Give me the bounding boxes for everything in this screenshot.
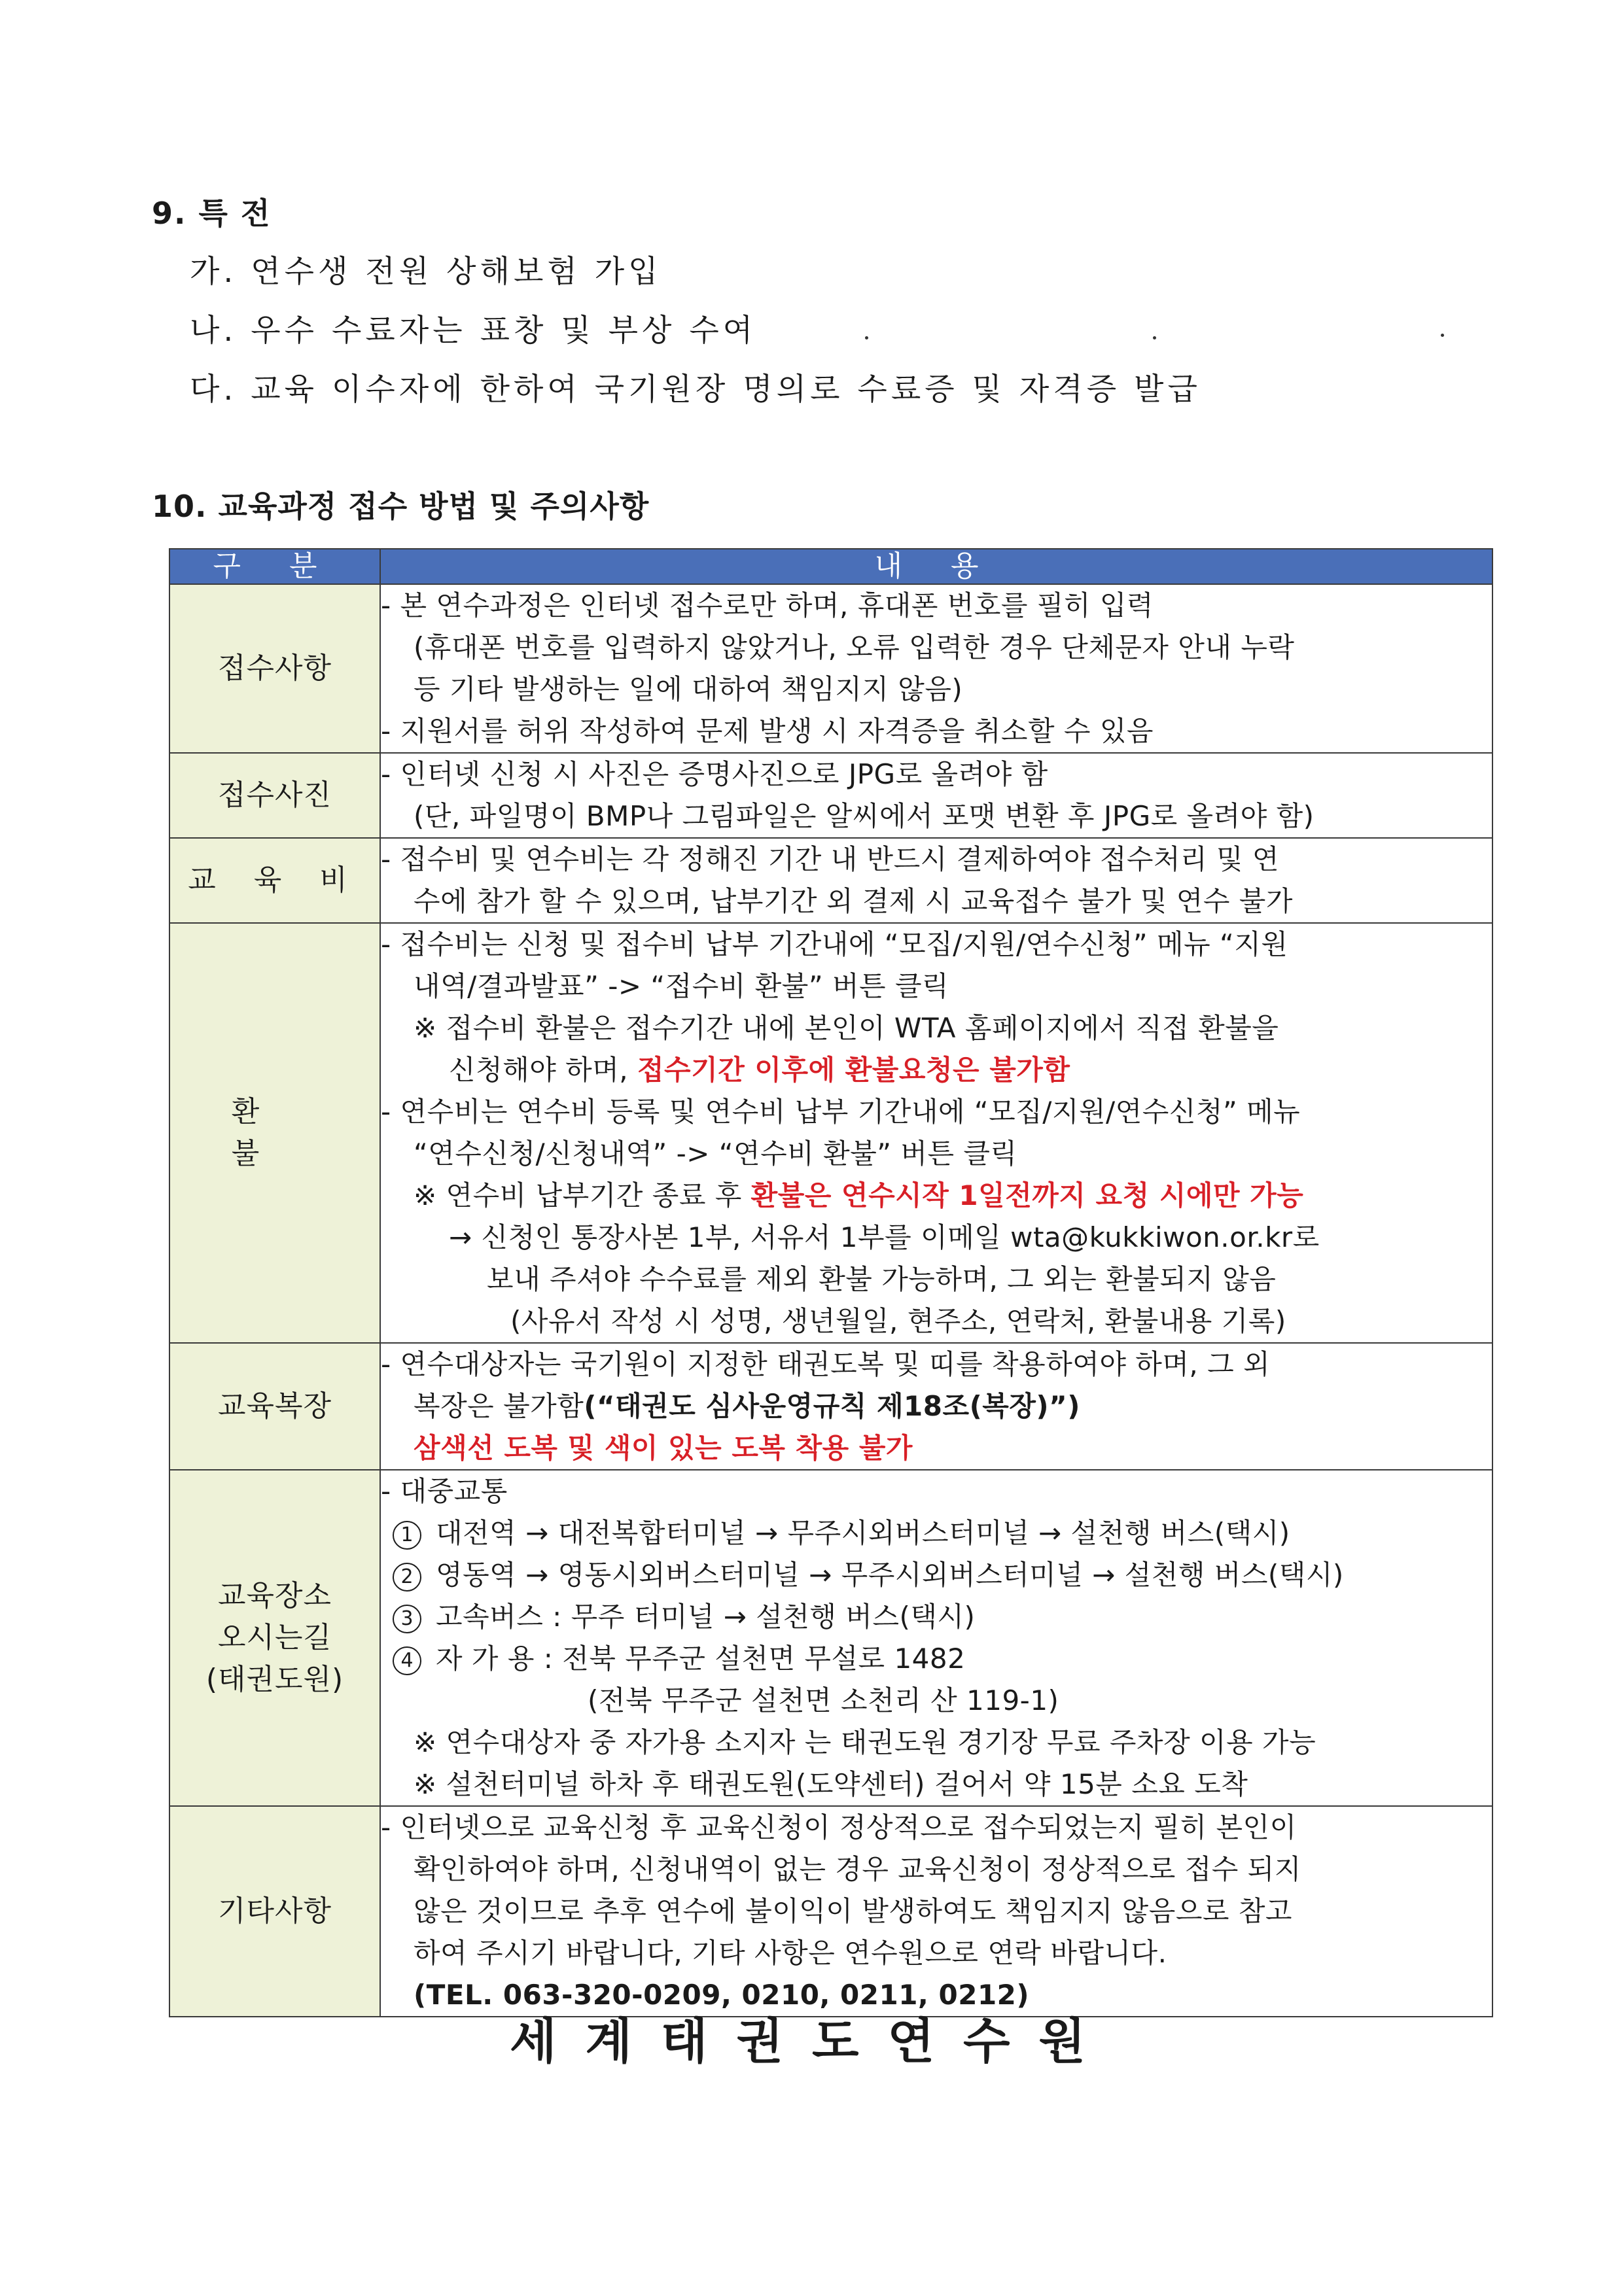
content-line [381,1049,1492,1091]
header-category: 구 분 [169,549,380,584]
row-label-fee: 교 육 비 [169,838,380,923]
content-line: (휴대폰 번호를 입력하지 않았거나, 오류 입력한 경우 단체문자 안내 누락 [414,631,1295,663]
table-row [169,923,1492,1343]
content-text: ※ 연수비 납부기간 종료 후 [414,1179,751,1211]
row-content-photo [380,753,1492,838]
route-text: 영동역 → 영동시외버스터미널 → 무주시외버스터미널 → 설천행 버스(택시) [436,1559,1344,1591]
table-row [169,1343,1492,1470]
table-row [169,753,1492,838]
row-label-other: 기타사항 [169,1806,380,2017]
content-line: 등 기타 발생하는 일에 대하여 책임지지 않음) [414,673,963,705]
section-10-title: 10. 교육과정 접수 방법 및 주의사항 [152,489,650,524]
circled-number-icon: 4 [393,1646,421,1675]
table-header-row [169,549,1492,584]
content-text: 복장은 불가함 [414,1390,584,1422]
content-line: - 본 연수과정은 인터넷 접수로만 하며, 휴대폰 번호를 필히 입력 [381,589,1154,621]
row-content-fee [380,838,1492,923]
content-line: 보내 주셔야 수수료를 제외 환불 가능하며, 그 외는 환불되지 않음 [487,1263,1277,1295]
row-content-directions [380,1470,1492,1806]
row-label-directions [169,1470,380,1806]
section-9-title: 9. 특 전 [152,196,272,231]
content-line: 수에 참가 할 수 있으며, 납부기간 외 결제 시 교육접수 불가 및 연수 불가 [414,885,1293,917]
content-text: 신청해야 하며, [449,1054,637,1086]
label-line: 교육장소 [217,1579,332,1612]
content-line: (단, 파일명이 BMP나 그림파일은 알씨에서 포맷 변환 후 JPG로 올려야 함) [414,800,1315,832]
label-line: 오시는길 [217,1621,332,1654]
content-line: - 접수비 및 연수비는 각 정해진 기간 내 반드시 결제하여야 접수처리 및 연 [381,843,1279,875]
content-line [381,1175,1492,1217]
content-line: - 인터넷 신청 시 사진은 증명사진으로 JPG로 올려야 함 [381,758,1048,790]
organization-name: 세계태권도연수원 [510,2013,1114,2070]
contact-phone: (TEL. 063-320-0209, 0210, 0211, 0212) [414,1979,1030,2011]
circled-number-icon: 2 [393,1563,421,1592]
content-line: (사유서 작성 시 성명, 생년월일, 현주소, 연락처, 환불내용 기록) [510,1305,1286,1337]
content-line: - 인터넷으로 교육신청 후 교육신청이 정상적으로 접수되었는지 필히 본인이 [381,1811,1297,1843]
row-content-refund [380,923,1492,1343]
application-guide-table [169,548,1493,2017]
row-content-reception [380,584,1492,753]
content-line: - 연수대상자는 국기원이 지정한 태권도복 및 띠를 착용하여야 하며, 그 외 [381,1348,1271,1380]
route-text: 자 가 용 : 전북 무주군 설천면 무설로 1482 [436,1643,966,1675]
table-row [169,584,1492,753]
table-row [169,1806,1492,2017]
route-text: 고속버스 : 무주 터미널 → 설천행 버스(택시) [436,1601,976,1633]
section-9-item: 나. 우수 수료자는 표창 및 부상 수여 [190,313,757,349]
content-line: “연수신청/신청내역” -> “연수비 환불” 버튼 클릭 [414,1138,1017,1170]
route-line [381,1596,1492,1638]
table-row [169,1470,1492,1806]
content-line: 하여 주시기 바랍니다, 기타 사항은 연수원으로 연락 바랍니다. [414,1937,1167,1969]
row-label-refund: 환 불 [169,923,380,1343]
row-content-other [380,1806,1492,2017]
circled-number-icon: 1 [393,1521,421,1550]
content-line: ※ 접수비 환불은 접수기간 내에 본인이 WTA 홈페이지에서 직접 환불을 [414,1012,1279,1044]
content-line: ※ 설천터미널 하차 후 태권도원(도약센터) 걸어서 약 15분 소요 도착 [414,1768,1248,1800]
label-line: (태권도원) [205,1663,344,1696]
content-line: → 신청인 통장사본 1부, 서유서 1부를 이메일 wta@kukkiwon.or.kr로 [449,1221,1320,1253]
section-9-item: 가. 연수생 전원 상해보험 가입 [190,254,662,290]
rule-reference: (“태권도 심사운영규칙 제18조(복장)”) [584,1390,1080,1422]
content-line: - 연수비는 연수비 등록 및 연수비 납부 기간내에 “모집/지원/연수신청” 메뉴 [381,1096,1301,1128]
content-line: - 접수비는 신청 및 접수비 납부 기간내에 “모집/지원/연수신청” 메뉴 “지원 [381,928,1288,960]
row-content-uniform [380,1343,1492,1470]
route-line [381,1512,1492,1554]
row-label-photo: 접수사진 [169,753,380,838]
content-line: - 지원서를 허위 작성하여 문제 발생 시 자격증을 취소할 수 있음 [381,715,1154,747]
content-line: - 대중교통 [381,1475,508,1507]
route-line [381,1554,1492,1596]
circled-number-icon: 3 [393,1605,421,1633]
refund-condition-warning: 환불은 연수시작 1일전까지 요청 시에만 가능 [750,1179,1304,1211]
content-line: ※ 연수대상자 중 자가용 소지자 는 태권도원 경기장 무료 주차장 이용 가능 [414,1726,1316,1758]
scan-speck [865,336,868,339]
content-line: 내역/결과발표” -> “접수비 환불” 버튼 클릭 [414,970,949,1002]
row-label-reception: 접수사항 [169,584,380,753]
table-row [169,838,1492,923]
scan-speck [1153,336,1156,339]
content-line: 확인하여야 하며, 신청내역이 없는 경우 교육신청이 정상적으로 접수 되지 [414,1853,1301,1885]
uniform-warning: 삼색선 도복 및 색이 있는 도복 착용 불가 [414,1432,913,1464]
scan-speck [1441,334,1444,337]
section-9-item: 다. 교육 이수자에 한하여 국기원장 명의로 수료증 및 자격증 발급 [190,372,1201,408]
row-label-uniform: 교육복장 [169,1343,380,1470]
header-content: 내 용 [380,549,1492,584]
refund-deadline-warning: 접수기간 이후에 환불요청은 불가함 [637,1054,1070,1086]
content-line: 않은 것이므로 추후 연수에 불이익이 발생하여도 책임지지 않음으로 참고 [414,1895,1292,1927]
content-line: (전북 무주군 설천면 소천리 산 119-1) [588,1684,1059,1716]
route-line [381,1638,1492,1680]
route-text: 대전역 → 대전복합터미널 → 무주시외버스터미널 → 설천행 버스(택시) [436,1517,1290,1549]
content-line [381,1385,1492,1427]
